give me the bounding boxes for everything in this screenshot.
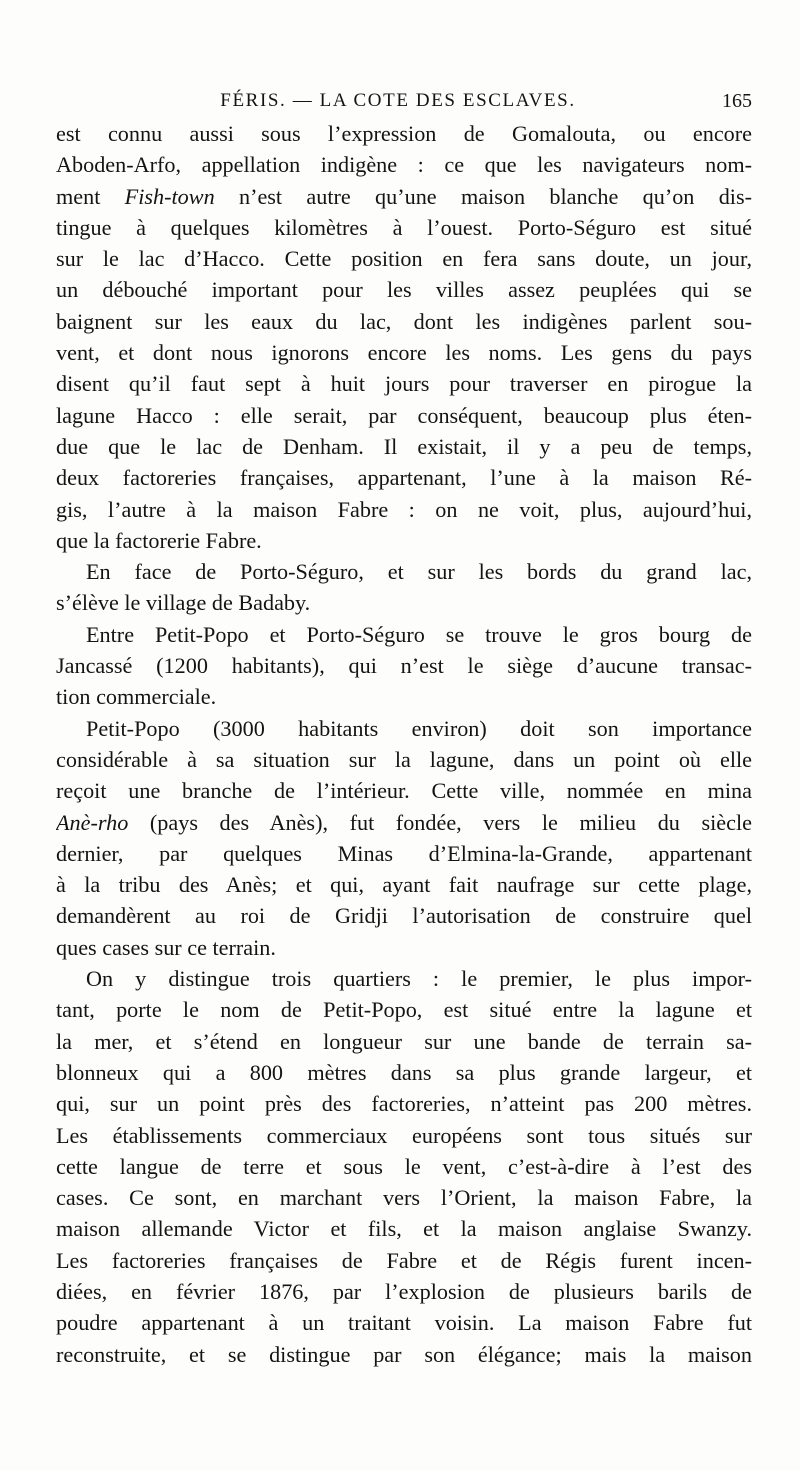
text-line: deux factoreries françaises, appartenant, l’une à la maison Ré- [56,465,752,491]
text-line: que la factorerie Fabre. [56,527,262,553]
text-line: la mer, et s’étend en longueur sur une bande de terrain sa- [56,1028,752,1054]
text-line: un débouché important pour les villes assez peuplées qui se [56,277,752,303]
text-line: Jancassé (1200 habitants), qui n’est le siège d’aucune transac- [56,653,752,679]
body-text [56,118,752,1370]
text-line: lagune Hacco : elle serait, par conséquent, beaucoup plus éten- [56,402,752,428]
text-line: maison allemande Victor et fils, et la maison anglaise Swanzy. [56,1216,752,1242]
text-line: cette langue de terre et sous le vent, c’est-à-dire à l’est des [56,1153,752,1179]
text-line: Entre Petit-Popo et Porto-Séguro se trouve le gros bourg de [86,621,752,647]
italic-term: Fish-town [124,183,215,209]
text-line: Les factoreries françaises de Fabre et de Régis furent incen- [56,1247,752,1273]
page-number: 165 [722,90,752,112]
text-line: disent qu’il faut sept à huit jours pour traverser en pirogue la [56,371,752,397]
text-line: tant, porte le nom de Petit-Popo, est situé entre la lagune et [56,997,752,1023]
text-line: tion commerciale. [56,684,217,710]
text-line: due que le lac de Denham. Il existait, il y a peu de temps, [56,433,752,459]
text-line: s’élève le village de Badaby. [56,590,311,616]
running-title: FÉRIS. — LA COTE DES ESCLAVES. [220,90,576,111]
text-line: à la tribu des Anès; et qui, ayant fait naufrage sur cette plage, [56,872,752,898]
text-line: tingue à quelques kilomètres à l’ouest. Porto-Séguro est situé [56,214,752,240]
text-line: diées, en février 1876, par l’explosion de plusieurs barils de [56,1278,752,1304]
text-line: Les établissements commerciaux européens sont tous situés sur [56,1122,752,1148]
text-line: dernier, par quelques Minas d’Elmina-la-Grande, appartenant [56,840,752,866]
italic-term: Anè-rho [56,809,129,835]
text-line: cases. Ce sont, en marchant vers l’Orient, la maison Fabre, la [56,1185,752,1211]
text-line: baignent sur les eaux du lac, dont les indigènes parlent sou- [56,308,752,334]
text-line: gis, l’autre à la maison Fabre : on ne voit, plus, aujourd’hui, [56,496,752,522]
text-line: demandèrent au roi de Gridji l’autorisation de construire quel [56,903,752,929]
text-line: Aboden-Arfo, appellation indigène : ce que les navigateurs nom- [56,152,752,178]
text-line: sur le lac d’Hacco. Cette position en fera sans doute, un jour, [56,246,752,272]
text-line: ques cases sur ce terrain. [56,934,276,960]
text-line: considérable à sa situation sur la lagune, dans un point où elle [56,746,752,772]
text-line: On y distingue trois quartiers : le premier, le plus impor- [86,966,752,992]
text-line: vent, et dont nous ignorons encore les noms. Les gens du pays [56,340,752,366]
text-line: blonneux qui a 800 mètres dans sa plus grande largeur, et [56,1059,752,1085]
text-line: est connu aussi sous l’expression de Gomalouta, ou encore [56,121,752,146]
text-line: En face de Porto-Séguro, et sur les bords du grand lac, [86,559,752,585]
text-line: poudre appartenant à un traitant voisin. La maison Fabre fut [56,1310,752,1336]
text-line: ment Fish-town n’est autre qu’une maison blanche qu’on dis- [56,183,752,209]
text-line: reçoit une branche de l’intérieur. Cette ville, nommée en mina [56,778,752,804]
text-line: reconstruite, et se distingue par son élégance; mais la maison [56,1341,752,1367]
text-line: Anè-rho (pays des Anès), fut fondée, vers le milieu du siècle [56,809,752,835]
running-head [44,88,752,118]
text-line: Petit-Popo (3000 habitants environ) doit son importance [86,715,752,741]
text-line: qui, sur un point près des factoreries, n’atteint pas 200 mètres. [56,1091,752,1117]
